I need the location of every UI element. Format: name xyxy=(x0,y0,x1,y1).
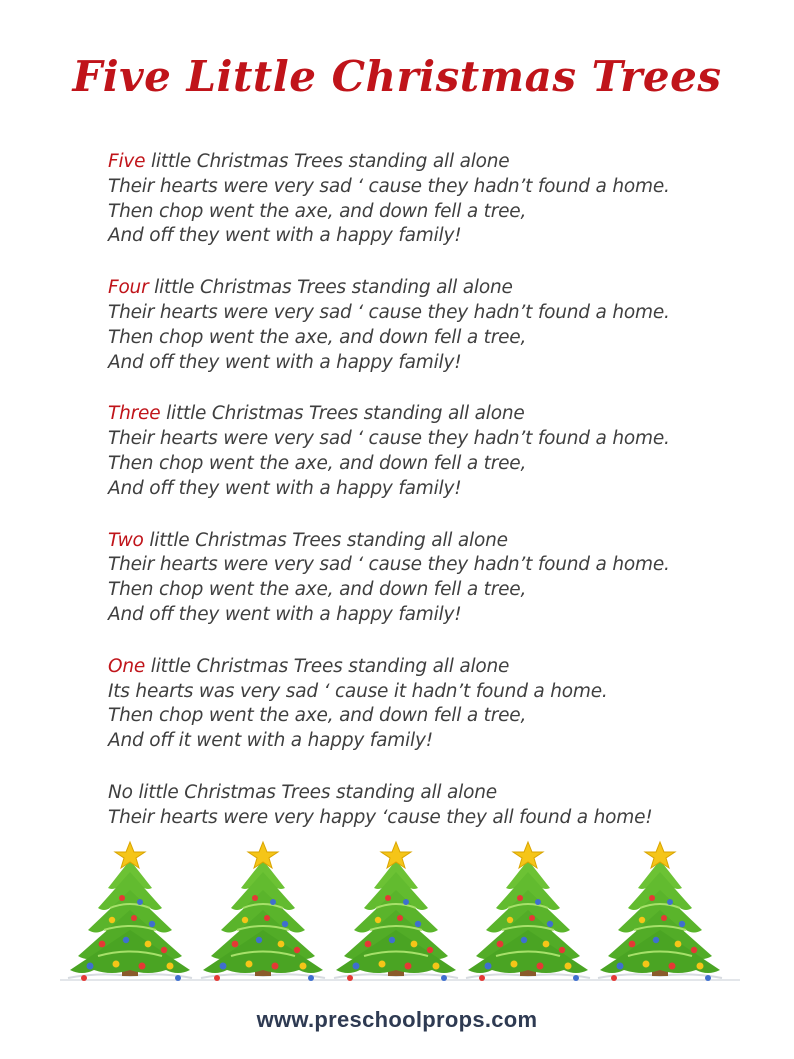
stanza-line: Their hearts were very sad ‘ cause they hadn’t found a home. xyxy=(108,301,670,323)
stanza-line: Their hearts were very sad ‘ cause they hadn’t found a home. xyxy=(108,554,670,576)
christmas-tree-icon xyxy=(201,842,325,981)
line-text: little Christmas Trees standing all alone xyxy=(148,277,513,299)
christmas-trees-row xyxy=(60,840,740,990)
stanza-line xyxy=(108,529,748,554)
line-text: little Christmas Trees standing all alone xyxy=(145,655,510,677)
stanza-line xyxy=(108,150,748,175)
stanza-two xyxy=(108,529,748,628)
stanza-none xyxy=(108,781,748,831)
line-text: little Christmas Trees standing all alone xyxy=(143,529,508,551)
stanza-line: Then chop went the axe, and down fell a tree, xyxy=(108,326,527,348)
stanza-line: Their hearts were very sad ‘ cause they hadn’t found a home. xyxy=(108,175,670,197)
stanza-line: Then chop went the axe, and down fell a tree, xyxy=(108,200,527,222)
stanza-line: And off it went with a happy family! xyxy=(108,730,433,752)
stanza-line xyxy=(108,402,748,427)
website-url: www.preschoolprops.com xyxy=(256,1007,538,1032)
stanza-line: Their hearts were very happy ‘cause they all found a home! xyxy=(108,806,653,828)
page-title: Five Little Christmas Trees xyxy=(72,52,722,101)
christmas-tree-icon xyxy=(598,842,722,981)
number-word: One xyxy=(108,655,146,677)
stanza-line: No little Christmas Trees standing all alone xyxy=(108,781,497,803)
stanza-line: Then chop went the axe, and down fell a tree, xyxy=(108,452,527,474)
number-word: Three xyxy=(108,403,161,425)
number-word: Four xyxy=(108,277,149,299)
christmas-tree-icon xyxy=(334,842,458,981)
stanza-line: And off they went with a happy family! xyxy=(108,225,462,247)
stanza-line: Then chop went the axe, and down fell a tree, xyxy=(108,579,527,601)
stanza-line: Its hearts was very sad ‘ cause it hadn’t found a home. xyxy=(108,680,608,702)
number-word: Two xyxy=(108,529,144,551)
line-text: little Christmas Trees standing all alone xyxy=(160,403,525,425)
stanza-line: Then chop went the axe, and down fell a tree, xyxy=(108,705,527,727)
stanza-line: And off they went with a happy family! xyxy=(108,603,462,625)
stanza-three xyxy=(108,402,748,501)
stanza-line: And off they went with a happy family! xyxy=(108,351,462,373)
stanza-four xyxy=(108,276,748,375)
stanza-line: Their hearts were very sad ‘ cause they hadn’t found a home. xyxy=(108,428,670,450)
stanza-five xyxy=(108,150,748,249)
stanza-line xyxy=(108,276,748,301)
number-word: Five xyxy=(108,151,146,172)
stanza-one xyxy=(108,655,748,754)
poem-body xyxy=(108,150,748,858)
line-text: little Christmas Trees standing all alone xyxy=(145,151,510,172)
stanza-line xyxy=(108,655,748,680)
stanza-line: And off they went with a happy family! xyxy=(108,477,462,499)
christmas-tree-icon xyxy=(68,842,192,981)
christmas-tree-icon xyxy=(466,842,590,981)
